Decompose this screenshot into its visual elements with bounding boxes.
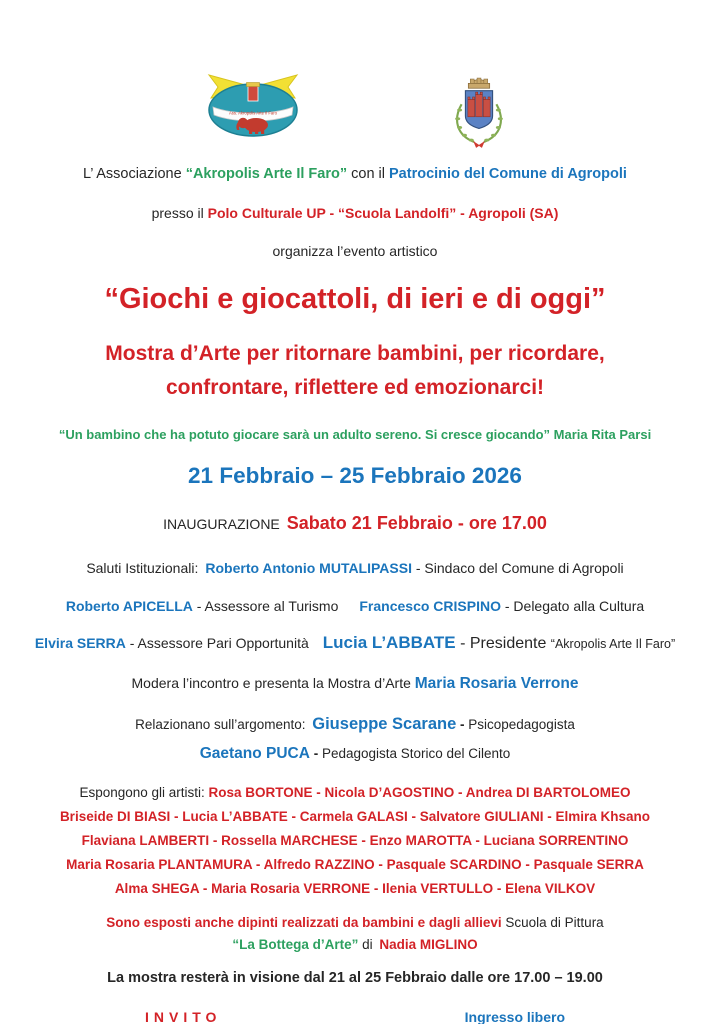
text-segment: - Assessore Pari Opportunità — [125, 635, 323, 652]
line-children — [0, 915, 710, 931]
text-segment: Flaviana LAMBERTI - Rossella MARCHESE - Enzo MAROTTA - Luciana SORRENTINO — [81, 832, 629, 848]
text-segment: Maria Rosaria PLANTAMURA - Alfredo RAZZINO - Pasquale SCARDINO - Pasquale SERRA — [66, 856, 644, 872]
text-segment: di — [362, 937, 380, 953]
text-segment: organizza l’evento artistico — [272, 242, 438, 259]
invito-label: INVITO — [145, 1008, 222, 1024]
text-segment: Nadia MIGLINO — [379, 937, 478, 953]
line-visione — [0, 970, 710, 987]
text-segment: “Akropolis Arte Il Faro” — [185, 166, 352, 182]
line-serra — [0, 633, 710, 654]
text-segment: Briseide DI BIASI - Lucia L’ABBATE - Carmela GALASI - Salvatore GIULIANI - Elmira Khsano — [59, 808, 651, 824]
text-segment: “Giochi e giocattoli, di ieri e di oggi” — [104, 283, 606, 316]
svg-text:Ass. Akropolis Arte Il Faro: Ass. Akropolis Arte Il Faro — [229, 110, 277, 116]
line-title — [0, 282, 710, 316]
text-segment: Giuseppe Scarane — [312, 715, 457, 734]
text-segment: Saluti Istituzionali: — [86, 560, 206, 576]
line-puca — [0, 745, 710, 763]
line-inauguration — [0, 513, 710, 534]
text-segment: Relazionano sull’argomento: — [135, 717, 313, 733]
association-akropolis-logo — [205, 72, 301, 143]
line-assessori — [0, 598, 710, 615]
line-subtitle2 — [0, 376, 710, 401]
text-segment: INAUGURAZIONE — [163, 515, 287, 532]
text-segment: Alma SHEGA - Maria Rosaria VERRONE - Ilenia VERTULLO - Elena VILKOV — [114, 880, 596, 896]
line-modera — [0, 675, 710, 693]
text-segment: Modera l’incontro e presenta la Mostra d’Arte — [131, 674, 415, 691]
text-segment: - Delegato alla Cultura — [500, 597, 645, 614]
text-segment: “Un bambino che ha potuto giocare sarà un adulto sereno. Si cresce giocando” Maria Rita Parsi — [58, 426, 652, 442]
association-logo-graphic — [205, 72, 301, 138]
text-segment: Sabato 21 Febbraio - ore 17.00 — [286, 512, 547, 533]
comune-crest-graphic — [448, 72, 510, 150]
comune-di-agropoli-crest — [448, 72, 510, 155]
text-segment: “La Bottega d’Arte” — [232, 937, 363, 953]
line-artists4 — [0, 857, 710, 873]
flyer-body — [0, 166, 710, 1024]
text-segment: con il — [351, 166, 390, 182]
text-segment: Lucia L’ABBATE — [322, 633, 456, 653]
text-segment: Gaetano PUCA — [199, 744, 310, 762]
text-segment: Psicopedagogista — [468, 717, 575, 733]
line-intro — [0, 166, 710, 183]
text-segment: Pedagogista Storico del Cilento — [321, 745, 511, 761]
line-bottega — [0, 937, 710, 953]
text-segment: Rosa BORTONE - Nicola D’AGOSTINO - Andrea DI BARTOLOMEO — [208, 784, 631, 800]
text-segment: confrontare, riflettere ed emozionarci! — [165, 376, 545, 400]
text-segment: 21 Febbraio – 25 Febbraio 2026 — [188, 463, 522, 489]
text-segment: Francesco CRISPINO — [359, 597, 501, 614]
line-quote — [0, 427, 710, 442]
text-segment: Maria Rosaria Verrone — [414, 674, 579, 692]
text-segment: Roberto APICELLA — [65, 597, 193, 614]
line-artists5 — [0, 881, 710, 897]
line-artists3 — [0, 833, 710, 849]
text-segment: Elvira SERRA — [34, 635, 126, 652]
line-organizes — [0, 243, 710, 260]
text-segment: Scuola di Pittura — [505, 914, 604, 930]
text-segment: L’ Associazione — [83, 166, 186, 182]
text-segment: Sono esposti anche dipinti realizzati da bambini e dagli allievi — [106, 914, 506, 930]
free-entry-label: Ingresso libero — [464, 1008, 565, 1024]
text-segment: Mostra d’Arte per ritornare bambini, per ricordare, — [105, 342, 605, 366]
header-logos — [0, 0, 710, 150]
line-venue — [0, 205, 710, 222]
text-segment: - Sindaco del Comune di Agropoli — [411, 560, 624, 576]
line-saluti — [0, 560, 710, 577]
line-artists2 — [0, 809, 710, 825]
line-subtitle1 — [0, 342, 710, 367]
text-segment: - — [309, 745, 322, 761]
text-segment: Roberto Antonio MUTALIPASSI — [205, 560, 412, 576]
text-segment: - — [456, 717, 469, 733]
text-segment: La mostra resterà in visione dal 21 al 25 Febbraio dalle ore 17.00 – 19.00 — [107, 970, 603, 987]
text-segment: Polo Culturale UP - “Scuola Landolfi” - Agropoli (SA) — [207, 205, 559, 222]
line-dates — [0, 463, 710, 490]
text-segment: Espongono gli artisti: — [79, 784, 209, 800]
text-segment: “Akropolis Arte Il Faro” — [550, 637, 676, 652]
text-segment: presso il — [151, 205, 208, 222]
text-segment: - Presidente — [455, 635, 551, 653]
text-segment: - Assessore al Turismo — [192, 597, 360, 614]
line-footer — [0, 1009, 710, 1024]
text-segment: Patrocinio del Comune di Agropoli — [389, 166, 627, 182]
line-relazionano — [0, 715, 710, 734]
line-artists1 — [0, 785, 710, 801]
